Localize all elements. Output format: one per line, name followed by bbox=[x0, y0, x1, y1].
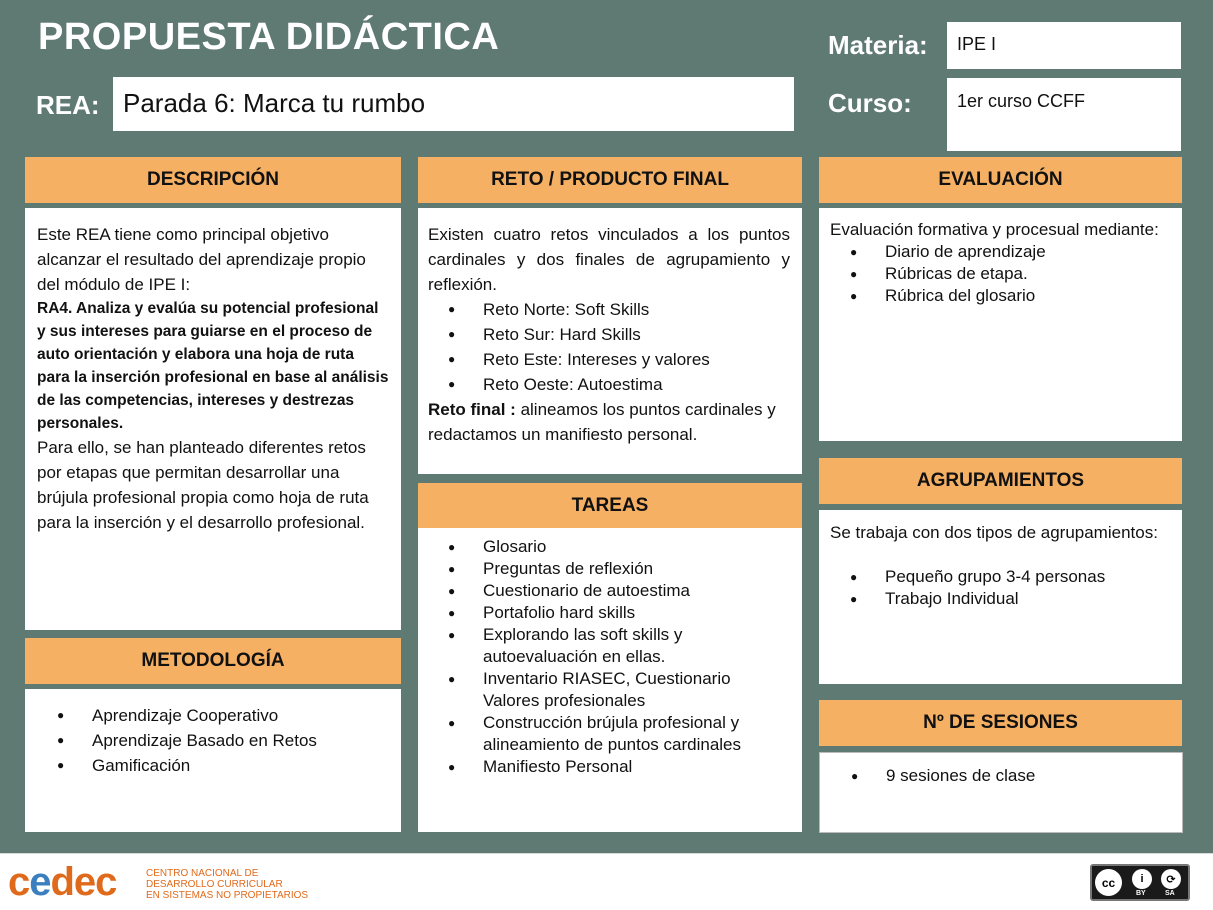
reto-final bbox=[428, 397, 790, 447]
descripcion-intro: Este REA tiene como principal objetivo alcanzar el resultado del aprendizaje propio del módulo de IPE I: bbox=[37, 225, 366, 294]
list-item: ● Explorando las soft skills y autoevaluación en ellas. bbox=[428, 624, 790, 668]
list-item: ● Inventario RIASEC, Cuestionario Valores profesionales bbox=[428, 668, 790, 712]
curso-field: 1er curso CCFF bbox=[947, 78, 1181, 151]
metodologia-heading: METODOLOGÍA bbox=[25, 638, 401, 684]
metodologia-list bbox=[37, 703, 389, 778]
descripcion-resultado-aprendizaje: RA4. Analiza y evalúa su potencial profesional y sus intereses para guiarse en el proceso de auto orientación y elabora una hoja de ruta para la inserción profesional en base al análisis de las competencias, intereses y destrezas personales. bbox=[37, 300, 389, 432]
by-icon: i bbox=[1132, 869, 1152, 889]
sa-icon: ⟳ bbox=[1161, 869, 1181, 889]
metodologia-box bbox=[25, 689, 401, 832]
reto-final-label: Reto final : bbox=[428, 400, 516, 419]
reto-heading: RETO / PRODUCTO FINAL bbox=[418, 157, 802, 203]
list-item: ● Reto Sur: Hard Skills bbox=[428, 322, 790, 347]
list-item: ● Aprendizaje Cooperativo bbox=[37, 703, 389, 728]
agrupamientos-heading: AGRUPAMIENTOS bbox=[819, 458, 1182, 504]
creative-commons-license-icon[interactable] bbox=[1090, 864, 1190, 901]
evaluacion-intro: Evaluación formativa y procesual mediante: bbox=[830, 220, 1159, 239]
list-item: ● Glosario bbox=[428, 536, 790, 558]
curso-label: Curso: bbox=[828, 88, 912, 118]
list-item: ● Manifiesto Personal bbox=[428, 756, 790, 778]
reto-list bbox=[428, 297, 790, 397]
descripcion-box bbox=[25, 208, 401, 630]
evaluacion-list bbox=[830, 241, 1170, 307]
list-item: ● Reto Oeste: Autoestima bbox=[428, 372, 790, 397]
reto-final-text: alineamos los puntos cardinales y redactamos un manifiesto personal. bbox=[428, 400, 776, 444]
cc-icon: cc bbox=[1095, 869, 1122, 896]
list-item: ● Rúbricas de etapa. bbox=[830, 263, 1170, 285]
list-item: ● Cuestionario de autoestima bbox=[428, 580, 790, 602]
sa-caption: SA bbox=[1165, 890, 1175, 897]
list-item: ● Trabajo Individual bbox=[830, 588, 1170, 610]
tareas-heading: TAREAS bbox=[418, 483, 802, 528]
tareas-list bbox=[428, 536, 790, 778]
agrupamientos-list bbox=[830, 566, 1170, 610]
descripcion-heading: DESCRIPCIÓN bbox=[25, 157, 401, 203]
list-item: ● Preguntas de reflexión bbox=[428, 558, 790, 580]
list-item: ● Portafolio hard skills bbox=[428, 602, 790, 624]
list-item: ● Rúbrica del glosario bbox=[830, 285, 1170, 307]
sesiones-list bbox=[831, 765, 1170, 787]
reto-intro: Existen cuatro retos vinculados a los puntos cardinales y dos finales de agrupamiento y reflexión. bbox=[428, 225, 790, 294]
materia-label: Materia: bbox=[828, 30, 928, 60]
list-item: ● Pequeño grupo 3-4 personas bbox=[830, 566, 1170, 588]
agrupamientos-box bbox=[819, 510, 1182, 684]
list-item: ● Reto Norte: Soft Skills bbox=[428, 297, 790, 322]
list-item: ● Gamificación bbox=[37, 753, 389, 778]
list-item: ● Reto Este: Intereses y valores bbox=[428, 347, 790, 372]
list-item: ● Construcción brújula profesional y alineamiento de puntos cardinales bbox=[428, 712, 790, 756]
evaluacion-heading: EVALUACIÓN bbox=[819, 157, 1182, 203]
cedec-organization-name: CENTRO NACIONAL DE DESARROLLO CURRICULAR EN SISTEMAS NO PROPIETARIOS bbox=[146, 868, 309, 901]
list-item: ● Diario de aprendizaje bbox=[830, 241, 1170, 263]
sesiones-heading: Nº DE SESIONES bbox=[819, 700, 1182, 746]
list-item: ● 9 sesiones de clase bbox=[831, 765, 1170, 787]
footer bbox=[0, 853, 1213, 910]
rea-label: REA: bbox=[36, 90, 100, 120]
rea-field: Parada 6: Marca tu rumbo bbox=[113, 77, 794, 131]
by-caption: BY bbox=[1136, 890, 1146, 897]
tareas-box bbox=[418, 528, 802, 832]
sesiones-box bbox=[819, 752, 1183, 833]
materia-field: IPE I bbox=[947, 22, 1181, 69]
cedec-logo: cedec bbox=[8, 860, 117, 904]
evaluacion-box bbox=[819, 208, 1182, 441]
agrupamientos-intro: Se trabaja con dos tipos de agrupamientos: bbox=[830, 523, 1158, 542]
reto-box bbox=[418, 208, 802, 474]
list-item: ● Aprendizaje Basado en Retos bbox=[37, 728, 389, 753]
page-title: PROPUESTA DIDÁCTICA bbox=[38, 16, 500, 58]
descripcion-outro: Para ello, se han planteado diferentes retos por etapas que permitan desarrollar una brújula profesional propia como hoja de ruta para la inserción y el desarrollo profesional. bbox=[37, 438, 369, 532]
